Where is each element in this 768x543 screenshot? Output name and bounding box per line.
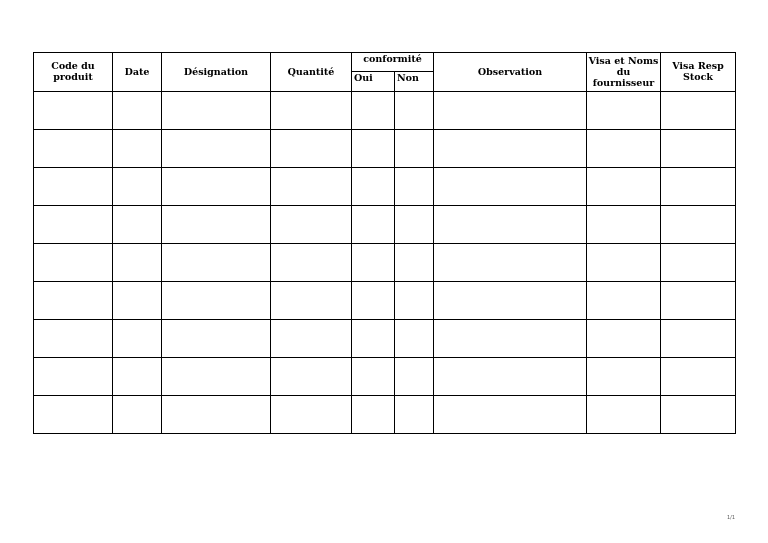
cell-code-produit[interactable] <box>34 282 113 320</box>
header-date: Date <box>113 53 162 92</box>
cell-observation[interactable] <box>434 168 587 206</box>
cell-oui[interactable] <box>352 130 395 168</box>
cell-visa-resp-stock[interactable] <box>661 244 736 282</box>
cell-designation[interactable] <box>162 320 271 358</box>
cell-non[interactable] <box>395 92 434 130</box>
page-number: 1/1 <box>726 515 735 521</box>
cell-non[interactable] <box>395 244 434 282</box>
table-row <box>34 92 736 130</box>
cell-oui[interactable] <box>352 320 395 358</box>
cell-oui[interactable] <box>352 282 395 320</box>
cell-designation[interactable] <box>162 358 271 396</box>
cell-oui[interactable] <box>352 358 395 396</box>
cell-oui[interactable] <box>352 396 395 434</box>
cell-visa-resp-stock[interactable] <box>661 92 736 130</box>
cell-code-produit[interactable] <box>34 244 113 282</box>
header-row <box>34 53 736 72</box>
cell-date[interactable] <box>113 206 162 244</box>
cell-quantite[interactable] <box>271 282 352 320</box>
cell-visa-fournisseur[interactable] <box>587 396 661 434</box>
cell-observation[interactable] <box>434 92 587 130</box>
cell-non[interactable] <box>395 358 434 396</box>
cell-designation[interactable] <box>162 168 271 206</box>
cell-code-produit[interactable] <box>34 130 113 168</box>
cell-visa-fournisseur[interactable] <box>587 92 661 130</box>
header-code-produit: Code du produit <box>34 53 113 92</box>
cell-oui[interactable] <box>352 168 395 206</box>
header-oui: Oui <box>352 72 395 92</box>
table-row <box>34 244 736 282</box>
cell-oui[interactable] <box>352 244 395 282</box>
reception-form <box>33 52 735 432</box>
cell-code-produit[interactable] <box>34 168 113 206</box>
cell-quantite[interactable] <box>271 320 352 358</box>
reception-table <box>33 52 736 434</box>
cell-date[interactable] <box>113 396 162 434</box>
table-row <box>34 168 736 206</box>
cell-code-produit[interactable] <box>34 92 113 130</box>
cell-date[interactable] <box>113 320 162 358</box>
table-row <box>34 320 736 358</box>
cell-non[interactable] <box>395 320 434 358</box>
table-row <box>34 206 736 244</box>
cell-code-produit[interactable] <box>34 320 113 358</box>
table-row <box>34 282 736 320</box>
cell-quantite[interactable] <box>271 206 352 244</box>
cell-date[interactable] <box>113 130 162 168</box>
cell-visa-resp-stock[interactable] <box>661 358 736 396</box>
cell-non[interactable] <box>395 282 434 320</box>
cell-observation[interactable] <box>434 130 587 168</box>
table-body <box>34 92 736 434</box>
cell-quantite[interactable] <box>271 244 352 282</box>
cell-date[interactable] <box>113 244 162 282</box>
cell-visa-resp-stock[interactable] <box>661 206 736 244</box>
cell-non[interactable] <box>395 130 434 168</box>
cell-code-produit[interactable] <box>34 358 113 396</box>
cell-observation[interactable] <box>434 244 587 282</box>
table-row <box>34 358 736 396</box>
header-designation: Désignation <box>162 53 271 92</box>
cell-visa-fournisseur[interactable] <box>587 358 661 396</box>
cell-quantite[interactable] <box>271 92 352 130</box>
cell-non[interactable] <box>395 168 434 206</box>
cell-quantite[interactable] <box>271 168 352 206</box>
cell-date[interactable] <box>113 358 162 396</box>
cell-non[interactable] <box>395 396 434 434</box>
cell-observation[interactable] <box>434 206 587 244</box>
cell-date[interactable] <box>113 92 162 130</box>
cell-code-produit[interactable] <box>34 206 113 244</box>
cell-visa-fournisseur[interactable] <box>587 206 661 244</box>
cell-designation[interactable] <box>162 92 271 130</box>
cell-non[interactable] <box>395 206 434 244</box>
cell-visa-resp-stock[interactable] <box>661 320 736 358</box>
table-row <box>34 130 736 168</box>
cell-quantite[interactable] <box>271 396 352 434</box>
cell-quantite[interactable] <box>271 130 352 168</box>
cell-designation[interactable] <box>162 206 271 244</box>
header-conformite: conformité <box>352 53 434 72</box>
cell-visa-resp-stock[interactable] <box>661 168 736 206</box>
cell-oui[interactable] <box>352 92 395 130</box>
cell-designation[interactable] <box>162 396 271 434</box>
cell-visa-resp-stock[interactable] <box>661 282 736 320</box>
cell-date[interactable] <box>113 168 162 206</box>
cell-quantite[interactable] <box>271 358 352 396</box>
cell-designation[interactable] <box>162 282 271 320</box>
cell-date[interactable] <box>113 282 162 320</box>
header-non: Non <box>395 72 434 92</box>
header-visa-fournisseur: Visa et Noms du fournisseur <box>587 53 661 92</box>
cell-observation[interactable] <box>434 358 587 396</box>
cell-oui[interactable] <box>352 206 395 244</box>
header-observation: Observation <box>434 53 587 92</box>
cell-observation[interactable] <box>434 282 587 320</box>
cell-visa-fournisseur[interactable] <box>587 168 661 206</box>
cell-visa-resp-stock[interactable] <box>661 396 736 434</box>
cell-visa-fournisseur[interactable] <box>587 282 661 320</box>
cell-visa-fournisseur[interactable] <box>587 244 661 282</box>
header-visa-resp-stock: Visa Resp Stock <box>661 53 736 92</box>
header-quantite: Quantité <box>271 53 352 92</box>
cell-observation[interactable] <box>434 320 587 358</box>
cell-designation[interactable] <box>162 244 271 282</box>
cell-designation[interactable] <box>162 130 271 168</box>
cell-code-produit[interactable] <box>34 396 113 434</box>
cell-visa-fournisseur[interactable] <box>587 320 661 358</box>
cell-visa-resp-stock[interactable] <box>661 130 736 168</box>
table-row <box>34 396 736 434</box>
cell-visa-fournisseur[interactable] <box>587 130 661 168</box>
cell-observation[interactable] <box>434 396 587 434</box>
